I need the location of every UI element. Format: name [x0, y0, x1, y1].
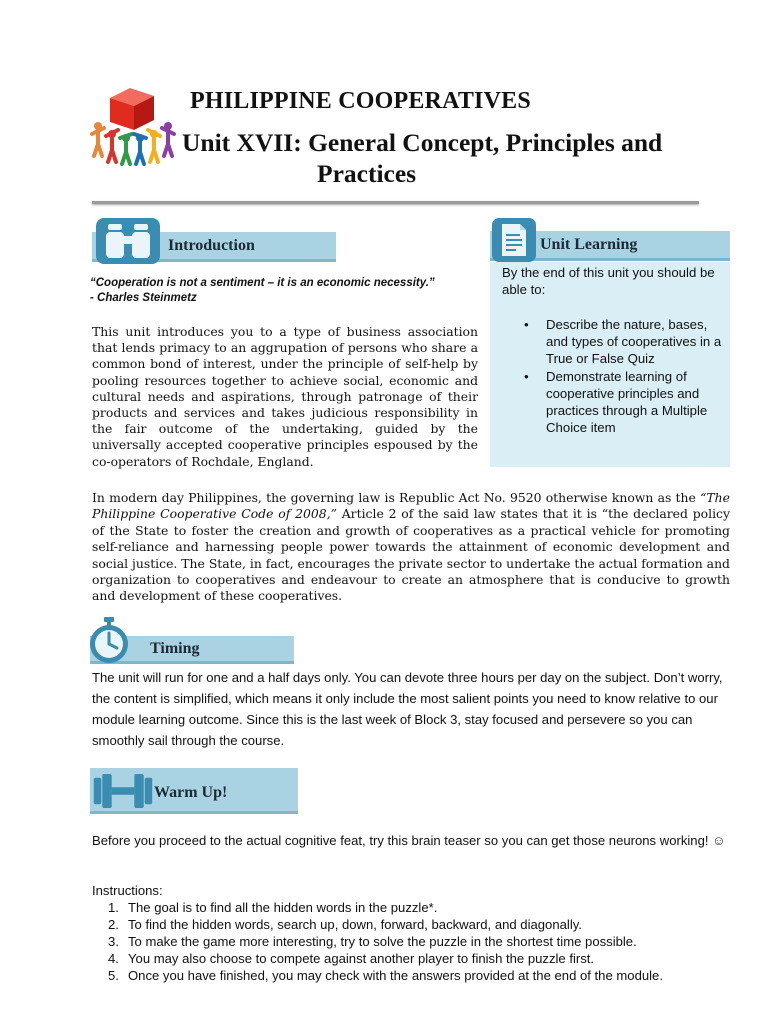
list-text: Once you have finished, you may check with the answers provided at the end of the module. [128, 968, 663, 983]
timing-paragraph: The unit will run for one and a half days only. You can devote three hours per day on the subject. Don’t worry, the content is simplified, which means it only include the most salient points you need to know relative to our module learning outcome. Since this is the last week of Block 3, stay focused and persevere so you can smoothly sail through the course. [92, 670, 723, 748]
list-item: • Describe the nature, bases, and types of cooperatives in a True or False Quiz [502, 316, 728, 367]
unit-title-line-2: Practices [317, 159, 417, 188]
list-item [108, 950, 738, 967]
unit-learning-list [502, 316, 728, 437]
list-number: 4. [108, 951, 119, 966]
list-number: 1. [108, 900, 119, 915]
list-number: 2. [108, 917, 119, 932]
list-text: The goal is to find all the hidden words in the puzzle*. [128, 900, 438, 915]
list-item: • Demonstrate learning of cooperative principles and practices through a Multiple Choice item [502, 368, 728, 436]
unit-title-line-1: Unit XVII: General Concept, Principles and [182, 128, 663, 157]
introduction-heading: Introduction [168, 237, 255, 254]
law-title: “The Philippine Cooperative Code of 2008,” [92, 490, 730, 522]
list-item [108, 899, 738, 916]
list-text: You may also choose to compete against another player to finish the puzzle first. [128, 951, 595, 966]
list-number: 3. [108, 934, 119, 949]
law-paragraph-body: Article 2 of the said law states that it is “the declared policy of the State to foster the creation and growth of cooperatives as a practical vehicle for promoting self-reliance and harnessing people power towards the attainment of economic development and social justice. The State, in fact, encourages the private sector to undertake the actual formation and organization to cooperatives and endeavour to create an atmosphere that is conducive to growth and development of these cooperatives. [92, 506, 730, 604]
list-number: 5. [108, 968, 119, 983]
quote-text: “Cooperation is not a sentiment – it is an economic necessity.” [90, 277, 435, 289]
unit-learning-intro: By the end of this unit you should be able to: [502, 265, 715, 297]
list-text: To make the game more interesting, try to solve the puzzle in the shortest time possible. [128, 934, 637, 949]
list-item [108, 967, 738, 984]
timing-heading: Timing [150, 640, 200, 657]
opening-quote [90, 276, 435, 306]
list-item [108, 933, 738, 950]
warm-up-paragraph: Before you proceed to the actual cognitive feat, try this brain teaser so you can get those neurons working! ☺ [92, 833, 726, 848]
law-paragraph [92, 490, 730, 605]
list-text: To find the hidden words, search up, down, forward, backward, and diagonally. [128, 917, 582, 932]
header-divider [92, 201, 699, 204]
document-icon [492, 218, 536, 262]
instructions-label: Instructions: [92, 883, 163, 898]
unit-title [182, 127, 742, 189]
dumbbell-icon [90, 770, 156, 812]
warm-up-heading: Warm Up! [154, 784, 228, 801]
cooperative-logo-icon [88, 84, 180, 166]
quote-author: - Charles Steinmetz [90, 292, 197, 304]
introduction-paragraph: This unit introduces you to a type of business association that lends primacy to an aggrupation of persons who share a common bond of interest, under the principle of self-help by pooling resources together to achieve social, economic and cultural needs and aspirations, through patronage of their products and services and takes judicious responsibility in the fair outcome of the undertaking, guided by the universally accepted cooperative principles espoused by the co-operators of Rochdale, England. [92, 324, 478, 469]
unit-learning-heading: Unit Learning [540, 236, 638, 253]
instructions-list [108, 899, 738, 984]
stopwatch-icon [86, 616, 132, 664]
list-item [108, 916, 738, 933]
page-title: PHILIPPINE COOPERATIVES [190, 88, 531, 114]
law-paragraph-intro: In modern day Philippines, the governing law is Republic Act No. 9520 otherwise known as the [92, 490, 701, 505]
binoculars-icon [96, 218, 160, 264]
